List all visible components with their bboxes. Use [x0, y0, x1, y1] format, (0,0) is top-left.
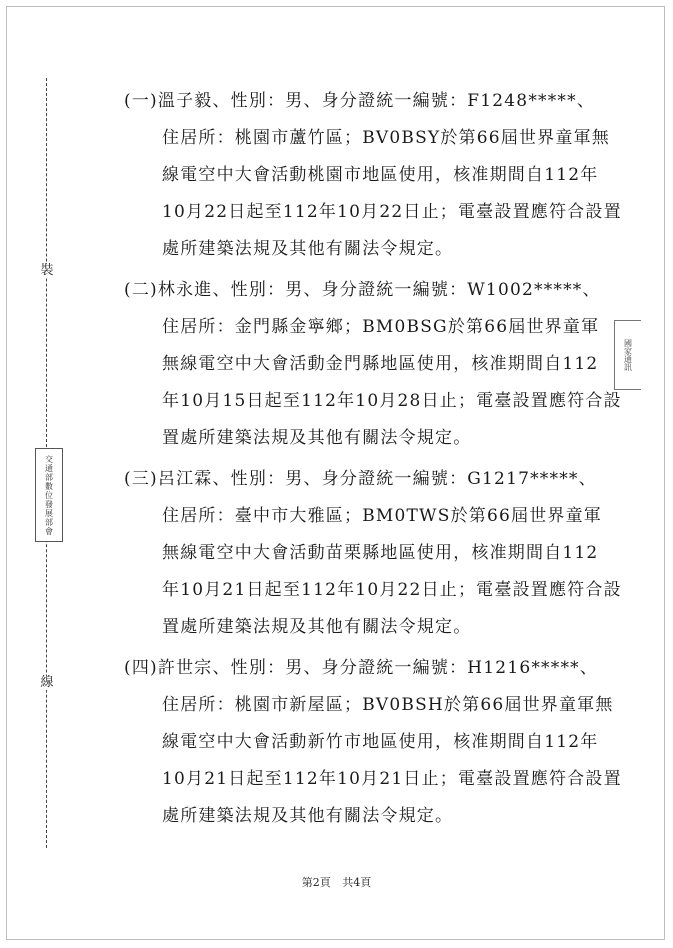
text-line: (四)許世宗、性別：男、身分證統一編號：H1216*****、: [124, 658, 599, 678]
text-line: 線電空中大會活動桃園市地區使用，核准期間自112年: [162, 165, 599, 185]
text-line: 年10月15日起至112年10月28日止；電臺設置應符合設: [162, 391, 622, 411]
text-line: 置處所建築法規及其他有關法令規定。: [162, 617, 472, 637]
text-line: 處所建築法規及其他有關法令規定。: [162, 806, 454, 826]
text-line: (三)呂江霖、性別：男、身分證統一編號：G1217*****、: [124, 469, 597, 489]
text-line: 無線電空中大會活動苗栗縣地區使用，核准期間自112: [162, 543, 599, 563]
text-line: 住居所：臺中市大雅區；BM0TWS於第66屆世界童軍: [162, 506, 603, 526]
text-line: (二)林永進、性別：男、身分證統一編號：W1002*****、: [124, 280, 601, 300]
seal-stamp-text: 交通部數位發展部會: [44, 454, 54, 536]
binding-char-top: 裝: [40, 263, 54, 278]
text-line: (一)溫子毅、性別：男、身分證統一編號：F1248*****、: [124, 91, 596, 111]
text-line: 線電空中大會活動新竹市地區使用，核准期間自112年: [162, 732, 599, 752]
text-line: 無線電空中大會活動金門縣地區使用，核准期間自112: [162, 354, 599, 374]
binding-char-bottom: 線: [40, 675, 54, 690]
page-footer: [0, 874, 673, 890]
text-line: 10月22日起至112年10月22日止；電臺設置應符合設置: [162, 202, 622, 222]
text-line: 10月21日起至112年10月21日止；電臺設置應符合設置: [162, 769, 622, 789]
text-line: 處所建築法規及其他有關法令規定。: [162, 239, 454, 259]
side-stamp: [614, 320, 641, 390]
text-line: 置處所建築法規及其他有關法令規定。: [162, 428, 472, 448]
side-stamp-text: 國家通訊: [623, 339, 633, 371]
seal-stamp: [35, 448, 63, 542]
text-line: 住居所：金門縣金寧鄉；BM0BSG於第66屆世界童軍: [162, 317, 600, 337]
text-line: 年10月21日起至112年10月22日止；電臺設置應符合設: [162, 580, 622, 600]
page-total: 共4頁: [342, 876, 372, 889]
page-number: 第2頁: [301, 876, 331, 889]
text-line: 住居所：桃園市新屋區；BV0BSH於第66屆世界童軍無: [162, 695, 614, 715]
text-line: 住居所：桃園市蘆竹區；BV0BSY於第66屆世界童軍無: [162, 128, 610, 148]
